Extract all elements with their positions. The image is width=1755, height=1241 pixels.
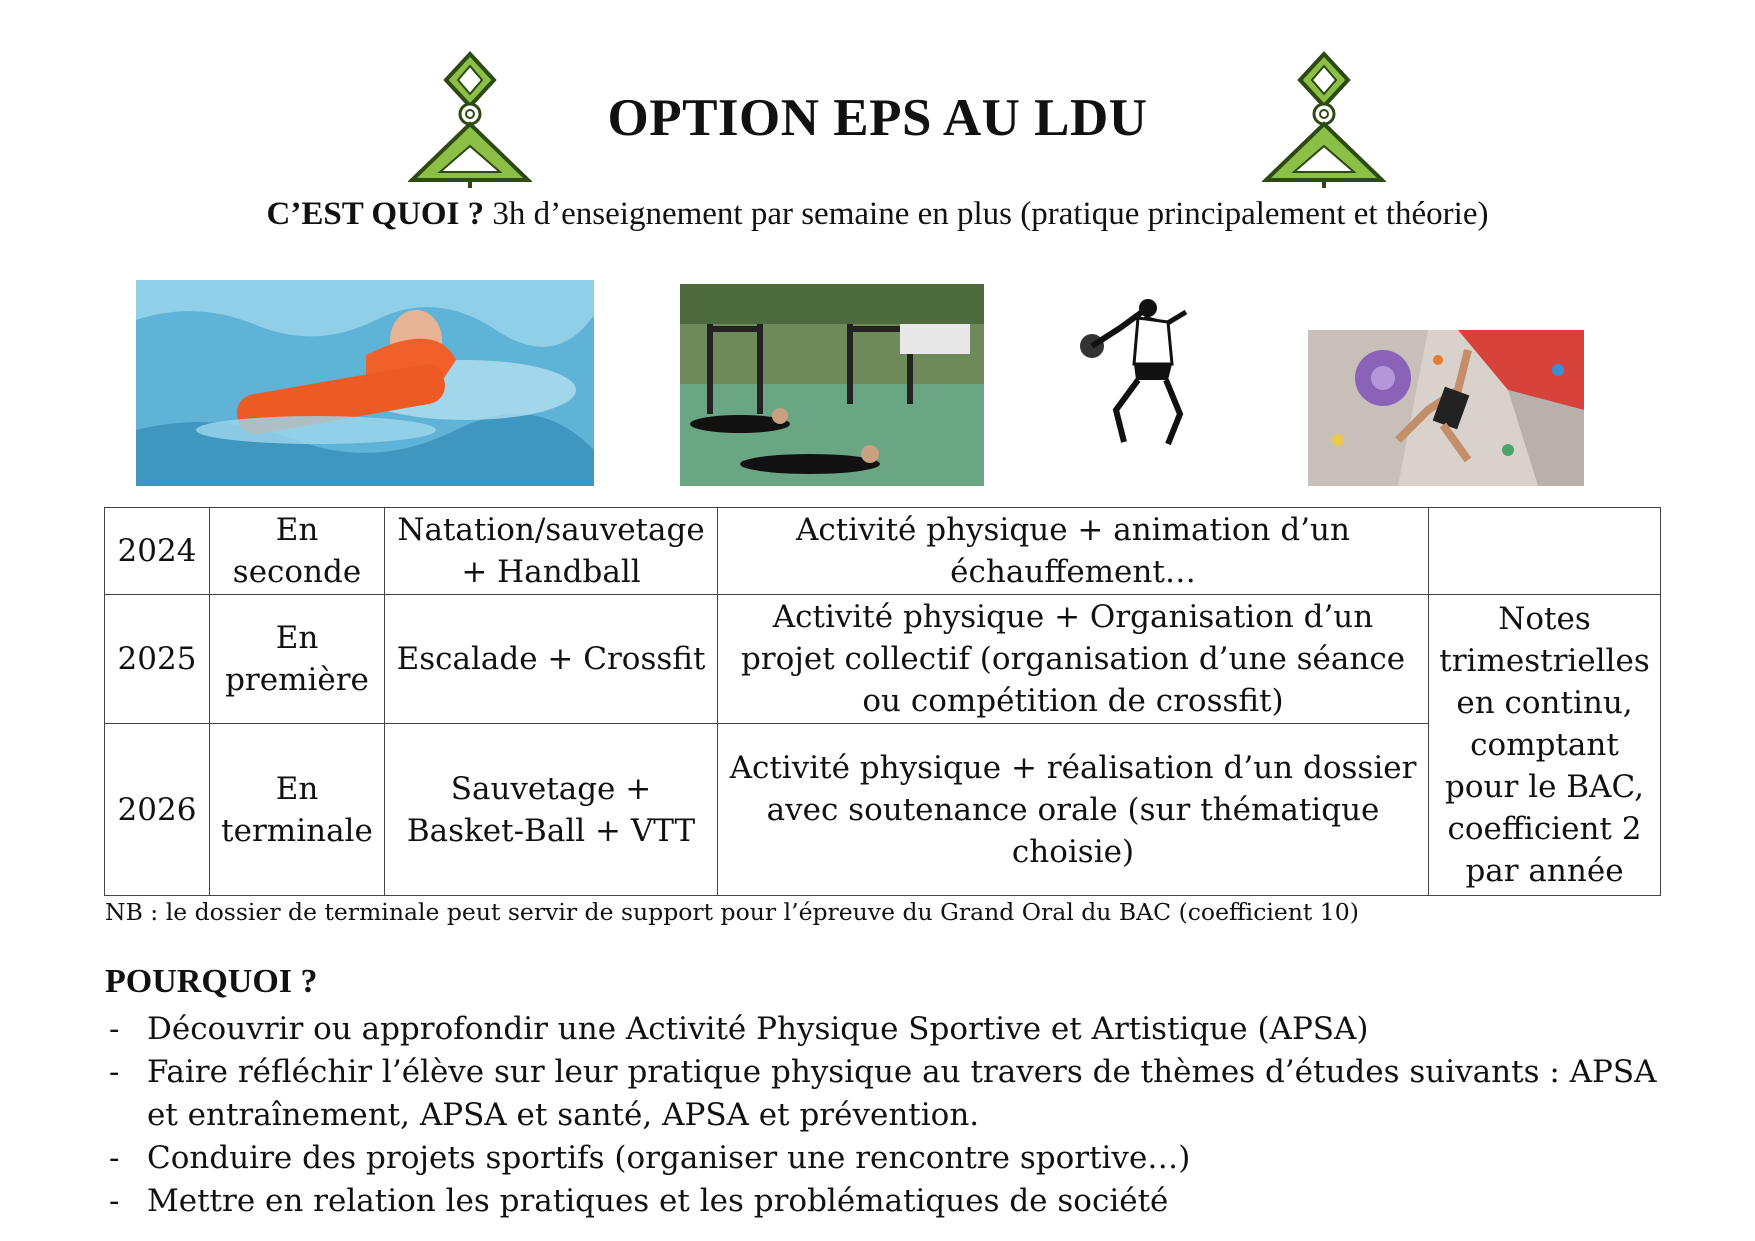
subtitle	[0, 196, 1755, 233]
page-title: OPTION EPS AU LDU	[607, 89, 1148, 147]
list-item: - Mettre en relation les pratiques et les problématiques de société	[105, 1180, 1665, 1223]
climbing-wall-photo	[1308, 330, 1584, 486]
handball-player-icon	[1076, 294, 1200, 454]
content-cell: Activité physique + réalisation d’un dossier avec soutenance orale (sur thématique choisie)	[718, 724, 1429, 896]
table-row	[105, 595, 1661, 724]
activities-cell: Escalade + Crossfit	[385, 595, 718, 724]
nb-note: NB : le dossier de terminale peut servir de support pour l’épreuve du Grand Oral du BAC (coefficient 10)	[105, 898, 1359, 926]
subtitle-label: C’EST QUOI ?	[266, 196, 485, 232]
evaluation-cell: Notes trimestrielles en continu, comptant pour le BAC, coefficient 2 par année	[1429, 595, 1661, 896]
subtitle-text: 3h d’enseignement par semaine en plus (pratique principalement et théorie)	[484, 196, 1489, 232]
level-cell: En seconde	[210, 508, 385, 595]
list-item: - Faire réfléchir l’élève sur leur pratique physique au travers de thèmes d’études suivants : APSA et entraînement, APSA et santé, APSA et prévention.	[105, 1051, 1665, 1137]
lifesaving-pool-photo	[136, 280, 594, 486]
table-row	[105, 724, 1661, 896]
activities-cell: Natation/sauvetage + Handball	[385, 508, 718, 595]
program-table	[104, 507, 1661, 896]
list-item: - Conduire des projets sportifs (organiser une rencontre sportive…)	[105, 1137, 1665, 1180]
activities-cell: Sauvetage + Basket-Ball + VTT	[385, 724, 718, 896]
empty-cell	[1429, 508, 1661, 595]
year-cell: 2026	[105, 724, 210, 896]
list-item: - Découvrir ou approfondir une Activité Physique Sportive et Artistique (APSA)	[105, 1008, 1665, 1051]
why-title: POURQUOI ?	[105, 963, 318, 1000]
level-cell: En première	[210, 595, 385, 724]
crossfit-park-photo	[680, 284, 984, 486]
content-cell: Activité physique + animation d’un échauffement…	[718, 508, 1429, 595]
level-cell: En terminale	[210, 724, 385, 896]
year-cell: 2024	[105, 508, 210, 595]
year-cell: 2025	[105, 595, 210, 724]
content-cell: Activité physique + Organisation d’un projet collectif (organisation d’une séance ou compétition de crossfit)	[718, 595, 1429, 724]
why-list	[105, 1008, 1665, 1223]
table-row	[105, 508, 1661, 595]
